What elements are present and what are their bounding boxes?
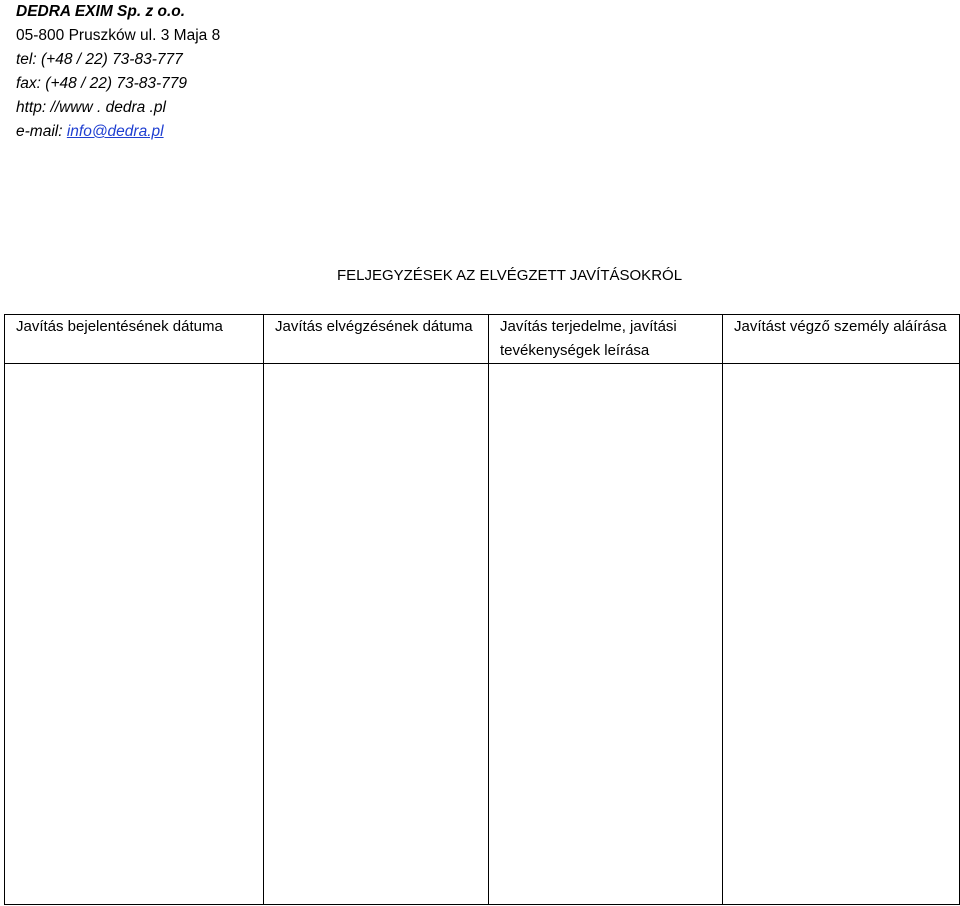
company-address: 05-800 Pruszków ul. 3 Maja 8 [16,27,221,44]
email-link[interactable]: info@dedra.pl [66,123,164,140]
company-name: DEDRA EXIM Sp. z o.o. [16,3,186,20]
company-header [16,0,220,144]
column-header-completion-date: Javítás elvégzésének dátuma [264,315,489,364]
cell-signature [723,364,960,905]
cell-report-date [5,364,264,905]
cell-description [489,364,723,905]
email-label: e-mail: [16,123,67,140]
company-phone: tel: (+48 / 22) 73-83-777 [16,51,183,68]
document-title: FELJEGYZÉSEK AZ ELVÉGZETT JAVÍTÁSOKRÓL [336,267,683,284]
company-email-line [16,120,220,144]
column-header-description: Javítás terjedelme, javítási tevékenységek leírása [489,315,723,364]
cell-completion-date [264,364,489,905]
column-header-signature: Javítást végző személy aláírása [723,315,960,364]
repair-log-table [4,314,960,905]
table-header-row [5,315,960,364]
table-row [5,364,960,905]
company-fax: fax: (+48 / 22) 73-83-779 [16,75,188,92]
company-website: http: //www . dedra .pl [16,99,166,116]
column-header-report-date: Javítás bejelentésének dátuma [5,315,264,364]
